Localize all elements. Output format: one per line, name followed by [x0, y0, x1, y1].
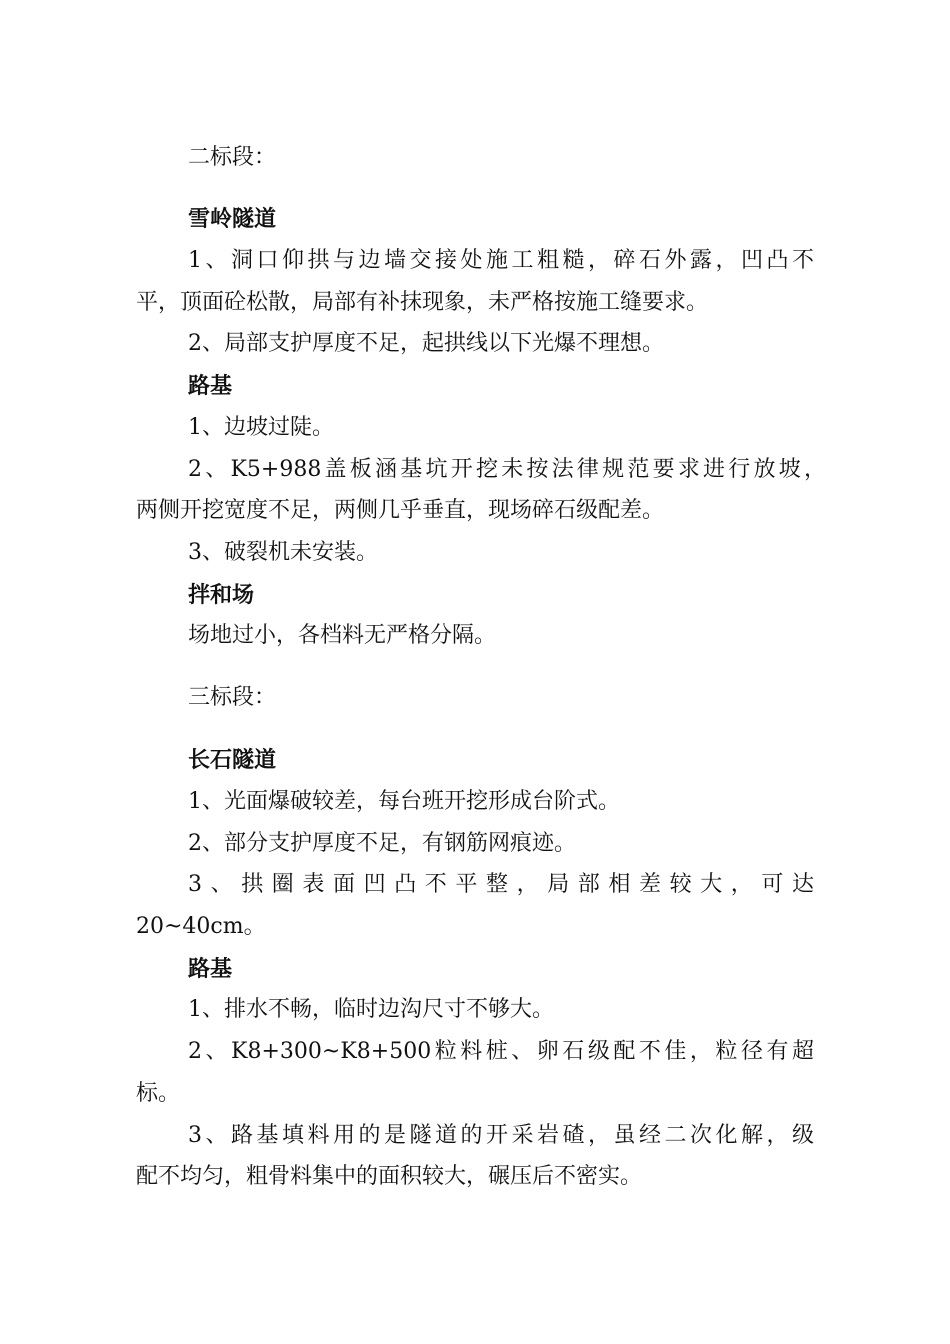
roadbed-item-1: 1、边坡过陡。: [188, 415, 334, 440]
roadbed-heading-3: 路基: [188, 956, 233, 982]
mixing-plant-heading: 拌和场: [188, 582, 255, 608]
section-2-title: 二标段：: [188, 145, 277, 170]
roadbed-item-2-line-1: 2、K5+988盖板涵基坑开挖未按法律规范要求进行放坡，: [188, 457, 826, 482]
tunnel-item-1-line-2: 平，顶面砼松散，局部有补抹现象，未严格按施工缝要求。: [136, 290, 709, 315]
changshi-tunnel-heading: 长石隧道: [188, 747, 277, 773]
tunnel-item-1-line-1: 1、洞口仰拱与边墙交接处施工粗糙，碎石外露，凹凸不: [188, 248, 814, 273]
section-3-title: 三标段：: [188, 685, 277, 710]
roadbed3-item-1: 1、排水不畅，临时边沟尺寸不够大。: [188, 997, 554, 1022]
roadbed-item-3: 3、破裂机未安装。: [188, 540, 378, 565]
roadbed3-item-2-line-1: 2、K8+300~K8+500粒料桩、卵石级配不佳，粒径有超: [188, 1039, 814, 1064]
mixing-plant-text: 场地过小，各档料无严格分隔。: [188, 623, 497, 648]
tunnel3-item-3-line-2: 20~40cm。: [136, 914, 266, 939]
roadbed3-item-2-line-2: 标。: [136, 1081, 181, 1106]
tunnel3-item-3-line-1: 3、拱圈表面凹凸不平整，局部相差较大，可达: [188, 872, 814, 897]
tunnel-item-2: 2、局部支护厚度不足，起拱线以下光爆不理想。: [188, 331, 664, 356]
tunnel3-item-2: 2、部分支护厚度不足，有钢筋网痕迹。: [188, 831, 576, 856]
tunnel3-item-1: 1、光面爆破较差，每台班开挖形成台阶式。: [188, 789, 620, 814]
roadbed3-item-3-line-1: 3、路基填料用的是隧道的开采岩碴，虽经二次化解，级: [188, 1123, 814, 1148]
roadbed-heading-2: 路基: [188, 373, 233, 399]
roadbed3-item-3-line-2: 配不均匀，粗骨料集中的面积较大，碾压后不密实。: [136, 1164, 643, 1189]
xueling-tunnel-heading: 雪岭隧道: [188, 206, 277, 232]
roadbed-item-2-line-2: 两侧开挖宽度不足，两侧几乎垂直，现场碎石级配差。: [136, 498, 665, 523]
